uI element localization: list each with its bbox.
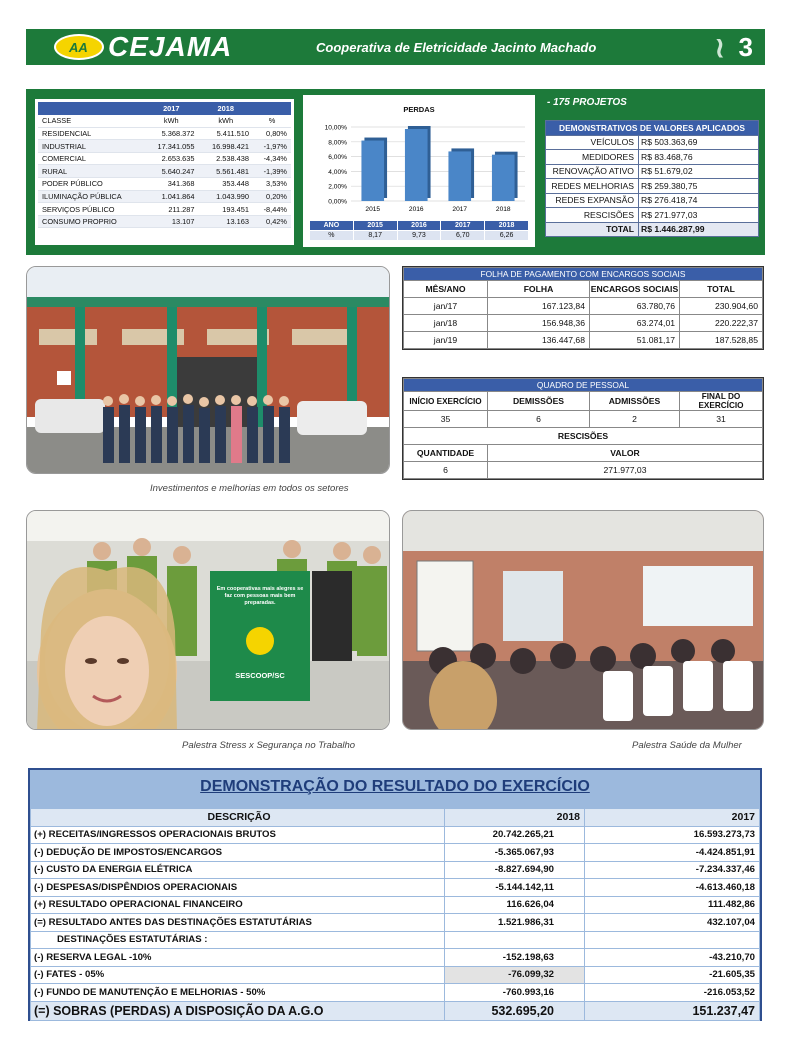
x-tick-label: 2017 bbox=[452, 206, 468, 213]
pessoal-table-box bbox=[402, 377, 764, 480]
dre-value-2017: 16.593.273,73 bbox=[585, 826, 760, 844]
folha-header: TOTAL bbox=[680, 281, 763, 298]
folha-row bbox=[404, 315, 763, 332]
perdas-year: 2017 bbox=[441, 221, 485, 231]
quantidade-value: 6 bbox=[404, 462, 488, 479]
demonstrativo-value: R$ 503.363,69 bbox=[639, 135, 759, 150]
bar bbox=[448, 151, 471, 201]
perdas-pct-label: % bbox=[310, 231, 354, 241]
consumo-cell: 2.653.635 bbox=[144, 152, 198, 165]
perdas-year: 2018 bbox=[485, 221, 529, 231]
consumo-cell: 341.368 bbox=[144, 178, 198, 191]
demonstrativo-label: RENOVAÇÃO ATIVO bbox=[546, 164, 639, 179]
demonstrativos-title: DEMONSTRATIVOS DE VALORES APLICADOS bbox=[546, 121, 759, 136]
x-tick-label: 2015 bbox=[365, 206, 381, 213]
page-divider-icon: ≀ bbox=[714, 32, 725, 63]
consumo-cell: 0,80% bbox=[253, 127, 291, 140]
consumo-cell: 1.043.990 bbox=[199, 190, 253, 203]
dre-description: DESTINAÇÕES ESTATUTÁRIAS : bbox=[31, 931, 445, 949]
valor-value: 271.977,03 bbox=[488, 462, 763, 479]
dre-value-2018: -8.827.694,90 bbox=[445, 861, 585, 879]
consumo-unit: kWh bbox=[144, 115, 198, 128]
demonstrativo-total-label: TOTAL bbox=[546, 222, 639, 237]
x-tick-label: 2016 bbox=[408, 206, 424, 213]
demonstrativo-row bbox=[546, 179, 759, 194]
dre-final-description: (=) SOBRAS (PERDAS) A DISPOSIÇÃO DA A.G.O bbox=[31, 1001, 445, 1020]
perdas-value: 6,70 bbox=[441, 231, 485, 241]
consumo-cell: RESIDENCIAL bbox=[38, 127, 144, 140]
y-tick-label: 6,00% bbox=[328, 154, 347, 162]
consumo-col-label: CLASSE bbox=[38, 115, 144, 128]
pessoal-header: INÍCIO EXERCÍCIO bbox=[404, 392, 488, 411]
photo-palestra-stress bbox=[26, 510, 390, 730]
photo-palestra-mulher bbox=[402, 510, 764, 730]
photo-building bbox=[26, 266, 390, 474]
folha-cell: 187.528,85 bbox=[680, 332, 763, 349]
folha-cell: 167.123,84 bbox=[488, 298, 590, 315]
demonstrativo-row bbox=[546, 150, 759, 165]
consumo-cell: ILUMINAÇÃO PÚBLICA bbox=[38, 190, 144, 203]
dre-value-2017: -4.424.851,91 bbox=[585, 844, 760, 862]
y-tick-label: 4,00% bbox=[328, 168, 347, 176]
consumo-pct-label: % bbox=[253, 115, 291, 128]
consumo-unit: kWh bbox=[199, 115, 253, 128]
consumo-cell: SERVIÇOS PÚBLICO bbox=[38, 203, 144, 216]
consumo-cell: CONSUMO PROPRIO bbox=[38, 215, 144, 228]
dre-value-2017 bbox=[585, 931, 760, 949]
demonstrativo-value: R$ 259.380,75 bbox=[639, 179, 759, 194]
rescisoes-label: RESCISÕES bbox=[404, 428, 763, 445]
consumo-cell: INDUSTRIAL bbox=[38, 140, 144, 153]
perdas-value: 8,17 bbox=[353, 231, 397, 241]
consumo-year: 2018 bbox=[199, 102, 253, 115]
folha-row bbox=[404, 332, 763, 349]
dre-description: (+) RESULTADO OPERACIONAL FINANCEIRO bbox=[31, 896, 445, 914]
bar bbox=[492, 155, 515, 201]
dre-value-2018: -760.993,16 bbox=[445, 984, 585, 1002]
pessoal-value: 2 bbox=[590, 411, 680, 428]
y-tick-label: 8,00% bbox=[328, 139, 347, 147]
consumo-cell: 0,42% bbox=[253, 215, 291, 228]
dre-description: (-) FATES - 05% bbox=[31, 966, 445, 984]
consumo-cell: 211.287 bbox=[144, 203, 198, 216]
dre-value-2018: 20.742.265,21 bbox=[445, 826, 585, 844]
consumo-cell: RURAL bbox=[38, 165, 144, 178]
quantidade-label: QUANTIDADE bbox=[404, 445, 488, 462]
bar bbox=[405, 129, 428, 201]
perdas-table bbox=[309, 220, 529, 241]
consumo-cell: 5.561.481 bbox=[199, 165, 253, 178]
dre-value-2017: -216.053,52 bbox=[585, 984, 760, 1002]
consumo-row bbox=[38, 127, 291, 140]
dre-value-2018: -5.144.142,11 bbox=[445, 879, 585, 897]
demonstrativo-row bbox=[546, 135, 759, 150]
consumo-row bbox=[38, 215, 291, 228]
building-photo-illustration bbox=[27, 267, 390, 474]
consumo-cell: 5.368.372 bbox=[144, 127, 198, 140]
consumo-row bbox=[38, 152, 291, 165]
dre-row bbox=[31, 826, 760, 844]
dre-header: 2017 bbox=[585, 809, 760, 827]
dre-row bbox=[31, 914, 760, 932]
pessoal-value: 6 bbox=[488, 411, 590, 428]
folha-cell: jan/18 bbox=[404, 315, 488, 332]
pessoal-value: 31 bbox=[680, 411, 763, 428]
demonstrativos-box bbox=[545, 120, 759, 237]
dre-row bbox=[31, 844, 760, 862]
consumo-row bbox=[38, 140, 291, 153]
consumo-cell: 5.411.510 bbox=[199, 127, 253, 140]
consumo-cell: 0,20% bbox=[253, 190, 291, 203]
demonstrativo-row bbox=[546, 193, 759, 208]
dre-value-2018: 116.626,04 bbox=[445, 896, 585, 914]
demonstrativo-label: REDES MELHORIAS bbox=[546, 179, 639, 194]
consumo-row bbox=[38, 178, 291, 191]
consumo-cell: 1.041.864 bbox=[144, 190, 198, 203]
consumo-cell: 3,53% bbox=[253, 178, 291, 191]
consumo-cell: 2.538.438 bbox=[199, 152, 253, 165]
valor-label: VALOR bbox=[488, 445, 763, 462]
folha-cell: 51.081,17 bbox=[590, 332, 680, 349]
dre-value-2017: -43.210,70 bbox=[585, 949, 760, 967]
demonstrativo-row bbox=[546, 208, 759, 223]
folha-cell: 63.780,76 bbox=[590, 298, 680, 315]
folha-cell: jan/19 bbox=[404, 332, 488, 349]
projetos-label: - 175 PROJETOS bbox=[547, 97, 627, 108]
consumo-row bbox=[38, 165, 291, 178]
auditorium-photo-illustration bbox=[403, 511, 764, 730]
consumo-table bbox=[38, 102, 291, 228]
dre-value-2018: -76.099,32 bbox=[445, 966, 585, 984]
demonstrativo-label: MEDIDORES bbox=[546, 150, 639, 165]
banner-slogan bbox=[213, 586, 307, 607]
folha-cell: 230.904,60 bbox=[680, 298, 763, 315]
consumo-cell: -1,39% bbox=[253, 165, 291, 178]
brand-name: CEJAMA bbox=[108, 31, 233, 62]
banner-line: faz com pessoas mais bem preparadas. bbox=[224, 593, 296, 606]
consumo-cell: 13.107 bbox=[144, 215, 198, 228]
perdas-year: 2015 bbox=[353, 221, 397, 231]
dre-value-2018: -152.198,63 bbox=[445, 949, 585, 967]
dre-description: (-) DEDUÇÃO DE IMPOSTOS/ENCARGOS bbox=[31, 844, 445, 862]
dre-row bbox=[31, 949, 760, 967]
demonstrativo-row bbox=[546, 164, 759, 179]
folha-cell: 63.274,01 bbox=[590, 315, 680, 332]
pessoal-header: FINAL DO EXERCÍCIO bbox=[680, 392, 763, 411]
dre-value-2017: -21.605,35 bbox=[585, 966, 760, 984]
consumo-cell: 16.998.421 bbox=[199, 140, 253, 153]
dre-final-row bbox=[31, 1001, 760, 1020]
caption-building: Investimentos e melhorias em todos os setores bbox=[150, 483, 349, 494]
folha-cell: 220.222,37 bbox=[680, 315, 763, 332]
folha-title: FOLHA DE PAGAMENTO COM ENCARGOS SOCIAIS bbox=[404, 268, 763, 281]
page-header bbox=[26, 29, 765, 65]
consumo-year: 2017 bbox=[144, 102, 198, 115]
banner-line: Em cooperativas mais alegres se bbox=[216, 586, 304, 592]
dre-row bbox=[31, 896, 760, 914]
header-subtitle: Cooperativa de Eletricidade Jacinto Machado bbox=[316, 40, 597, 55]
folha-header: MÊS/ANO bbox=[404, 281, 488, 298]
demonstrativos-table bbox=[545, 120, 759, 237]
x-tick-label: 2018 bbox=[495, 206, 511, 213]
folha-cell: 136.447,68 bbox=[488, 332, 590, 349]
consumo-cell: 353.448 bbox=[199, 178, 253, 191]
consumo-cell: -4,34% bbox=[253, 152, 291, 165]
dre-row bbox=[31, 879, 760, 897]
consumo-row bbox=[38, 190, 291, 203]
folha-cell: 156.948,36 bbox=[488, 315, 590, 332]
perdas-chart bbox=[303, 95, 535, 247]
page-number: 3 bbox=[738, 32, 753, 62]
y-tick-label: 2,00% bbox=[328, 183, 347, 191]
banner-brand: SESCOOP/SC bbox=[235, 671, 285, 680]
caption-mulher: Palestra Saúde da Mulher bbox=[632, 740, 742, 751]
group-photo-illustration bbox=[27, 511, 390, 730]
folha-cell: jan/17 bbox=[404, 298, 488, 315]
dre-value-2017: -4.613.460,18 bbox=[585, 879, 760, 897]
dre-row bbox=[31, 861, 760, 879]
chart-title: PERDAS bbox=[403, 105, 435, 114]
y-tick-label: 10,00% bbox=[324, 124, 347, 132]
dre-value-2017: -7.234.337,46 bbox=[585, 861, 760, 879]
folha-row bbox=[404, 298, 763, 315]
demonstrativo-value: R$ 51.679,02 bbox=[639, 164, 759, 179]
dre-description: (-) FUNDO DE MANUTENÇÃO E MELHORIAS - 50% bbox=[31, 984, 445, 1002]
consumo-cell: -8,44% bbox=[253, 203, 291, 216]
demonstrativo-value: R$ 271.977,03 bbox=[639, 208, 759, 223]
dre-final-2018: 532.695,20 bbox=[445, 1001, 585, 1020]
dre-description: (-) CUSTO DA ENERGIA ELÉTRICA bbox=[31, 861, 445, 879]
perdas-value: 6,26 bbox=[485, 231, 529, 241]
demonstrativo-label: VEÍCULOS bbox=[546, 135, 639, 150]
dre-header: 2018 bbox=[445, 809, 585, 827]
perdas-chart-svg bbox=[303, 95, 535, 217]
pessoal-header: ADMISSÕES bbox=[590, 392, 680, 411]
demonstrativo-value: R$ 83.468,76 bbox=[639, 150, 759, 165]
dre-value-2017: 432.107,04 bbox=[585, 914, 760, 932]
folha-header: ENCARGOS SOCIAIS bbox=[590, 281, 680, 298]
dre-title: DEMONSTRAÇÃO DO RESULTADO DO EXERCÍCIO bbox=[200, 778, 590, 795]
perdas-value: 9,73 bbox=[397, 231, 441, 241]
demonstrativo-label: REDES EXPANSÃO bbox=[546, 193, 639, 208]
dre-description: (+) RECEITAS/INGRESSOS OPERACIONAIS BRUTOS bbox=[31, 826, 445, 844]
consumo-cell: 193.451 bbox=[199, 203, 253, 216]
pessoal-title: QUADRO DE PESSOAL bbox=[404, 379, 763, 392]
dre-final-2017: 151.237,47 bbox=[585, 1001, 760, 1020]
folha-table-box bbox=[402, 266, 764, 350]
consumo-cell: 13.163 bbox=[199, 215, 253, 228]
dre-value-2017: 111.482,86 bbox=[585, 896, 760, 914]
folha-header: FOLHA bbox=[488, 281, 590, 298]
pessoal-value: 35 bbox=[404, 411, 488, 428]
dre-table bbox=[30, 808, 760, 1021]
dre-row bbox=[31, 984, 760, 1002]
dre-row bbox=[31, 931, 760, 949]
dre-value-2018: 1.521.986,31 bbox=[445, 914, 585, 932]
consumo-cell: 5.640.247 bbox=[144, 165, 198, 178]
demonstrativo-value: R$ 276.418,74 bbox=[639, 193, 759, 208]
dre-header: DESCRIÇÃO bbox=[31, 809, 445, 827]
consumo-table-box bbox=[35, 99, 294, 245]
demonstrativo-total-value: R$ 1.446.287,99 bbox=[639, 222, 759, 237]
consumo-cell: 17.341.055 bbox=[144, 140, 198, 153]
consumo-cell: COMERCIAL bbox=[38, 152, 144, 165]
pessoal-table bbox=[403, 378, 763, 479]
pessoal-header: DEMISSÕES bbox=[488, 392, 590, 411]
dre-box bbox=[28, 768, 762, 1021]
demonstrativo-label: RESCISÕES bbox=[546, 208, 639, 223]
caption-stress: Palestra Stress x Segurança no Trabalho bbox=[182, 740, 356, 751]
dre-row bbox=[31, 966, 760, 984]
dre-description: (=) RESULTADO ANTES DAS DESTINAÇÕES ESTATUTÁRIAS bbox=[31, 914, 445, 932]
consumo-cell: -1,97% bbox=[253, 140, 291, 153]
y-tick-label: 0,00% bbox=[328, 198, 347, 206]
folha-table bbox=[403, 267, 763, 349]
demonstrativo-total-row bbox=[546, 222, 759, 237]
consumo-cell: PODER PÚBLICO bbox=[38, 178, 144, 191]
perdas-ano-label: ANO bbox=[310, 221, 354, 231]
dre-value-2018 bbox=[445, 931, 585, 949]
consumo-row bbox=[38, 203, 291, 216]
dre-description: (-) DESPESAS/DISPÊNDIOS OPERACIONAIS bbox=[31, 879, 445, 897]
cejama-logo-icon: AA bbox=[54, 34, 104, 60]
dre-description: (-) RESERVA LEGAL -10% bbox=[31, 949, 445, 967]
bar bbox=[361, 141, 384, 201]
top-panel bbox=[26, 89, 765, 255]
dre-value-2018: -5.365.067,93 bbox=[445, 844, 585, 862]
perdas-year: 2016 bbox=[397, 221, 441, 231]
